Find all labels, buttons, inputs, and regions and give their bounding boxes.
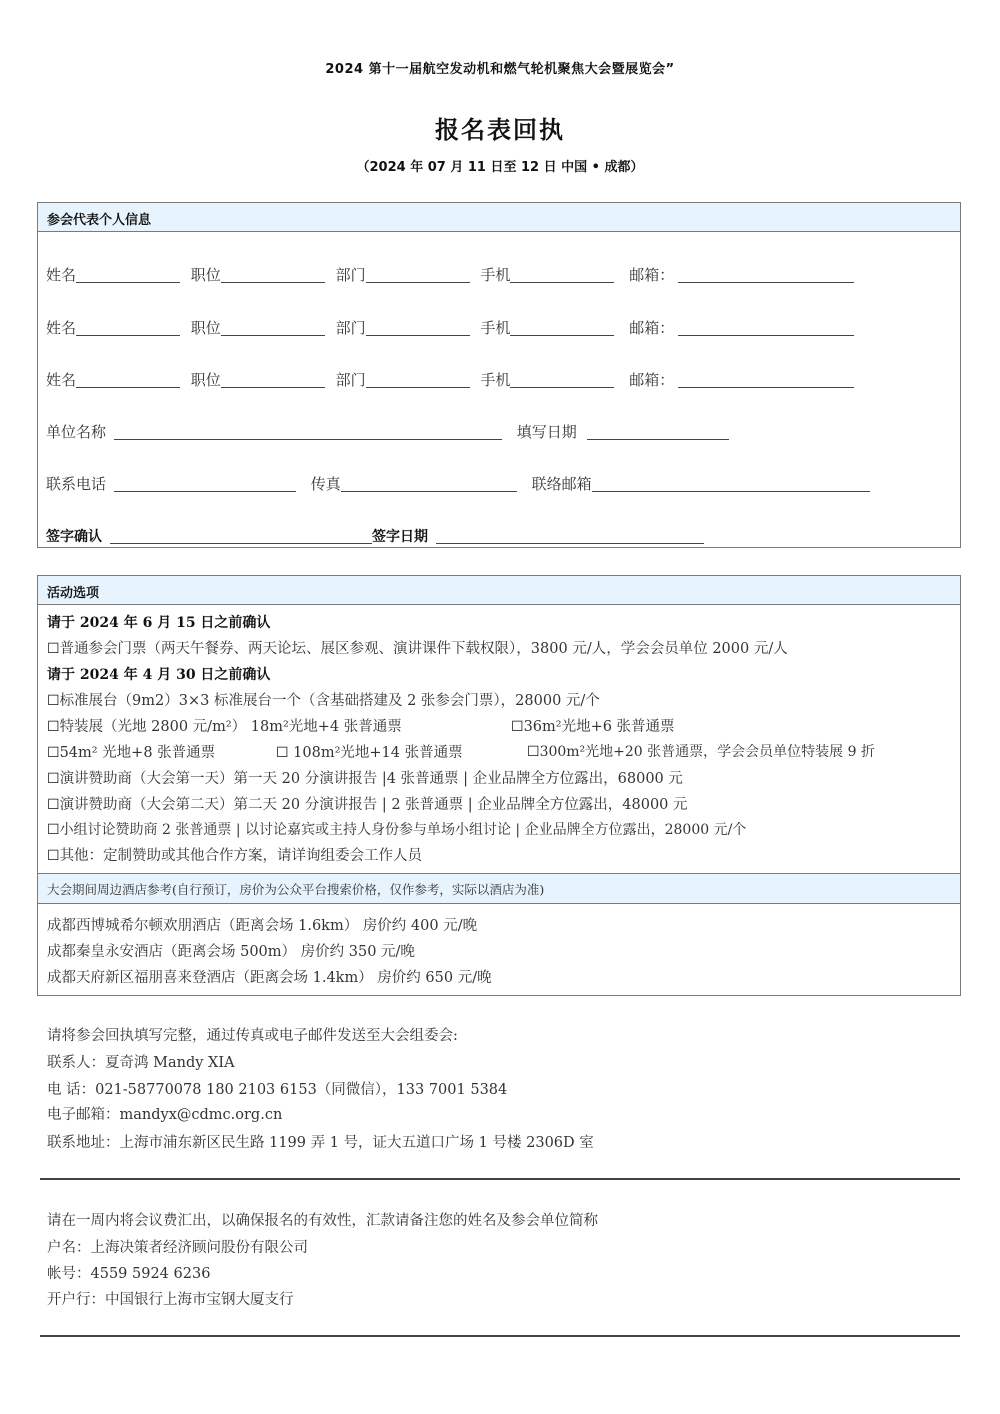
mobile-field[interactable] xyxy=(510,267,614,283)
payment-instruction: 请在一周内将会议费汇出，以确保报名的有效性，汇款请备注您的姓名及参会单位简称 xyxy=(47,1213,598,1229)
signature-date-field[interactable] xyxy=(436,528,704,544)
name-label: 姓名 xyxy=(46,266,77,284)
department-field[interactable] xyxy=(366,267,470,283)
checkbox-icon[interactable]: ☐ xyxy=(47,693,60,709)
option-item[interactable] xyxy=(47,741,215,762)
attendee-row xyxy=(46,317,854,338)
option-item[interactable] xyxy=(47,689,600,710)
signature-field[interactable] xyxy=(110,528,372,544)
contact-instruction: 请将参会回执填写完整，通过传真或电子邮件发送至大会组委会: xyxy=(47,1028,458,1044)
option-label: 特装展（光地 2800 元/m²） 18m²光地+4 张普通票 xyxy=(59,719,402,735)
fill-date-label: 填写日期 xyxy=(516,423,577,441)
checkbox-icon[interactable]: ☐ xyxy=(47,848,60,864)
deadline-notice: 请于 2024 年 4 月 30 日之前确认 xyxy=(47,667,271,683)
contact-phone: 电 话：021-58770078 180 2103 6153（同微信），133 7001 5384 xyxy=(47,1082,508,1098)
personal-info-title: 参会代表个人信息 xyxy=(47,213,152,228)
account-name: 户名：上海决策者经济顾问股份有限公司 xyxy=(47,1240,308,1256)
position-label: 职位 xyxy=(190,319,221,337)
fax-field[interactable] xyxy=(341,476,517,492)
position-label: 职位 xyxy=(190,371,221,389)
option-item[interactable] xyxy=(47,844,422,865)
contact-email-field[interactable] xyxy=(592,476,870,492)
date-location: （2024 年 07 月 11 日至 12 日 中国 • 成都） xyxy=(356,160,644,175)
name-field[interactable] xyxy=(76,320,180,336)
activities-title: 活动选项 xyxy=(47,586,100,601)
document-subtitle: 报名表回执 xyxy=(435,116,565,144)
activities-header xyxy=(38,576,960,605)
checkbox-icon[interactable]: ☐ xyxy=(47,719,60,735)
mobile-label: 手机 xyxy=(480,371,511,389)
fax-label: 传真 xyxy=(310,475,341,493)
position-label: 职位 xyxy=(190,266,221,284)
signature-label: 签字确认 xyxy=(46,529,102,545)
hotel-item: 成都西博城希尔顿欢朋酒店（距离会场 1.6km） 房价约 400 元/晚 xyxy=(47,918,478,934)
option-item[interactable] xyxy=(47,793,688,814)
company-label: 单位名称 xyxy=(46,423,107,441)
email-field[interactable] xyxy=(678,320,854,336)
option-item[interactable] xyxy=(527,741,875,761)
personal-info-section xyxy=(37,202,961,548)
name-field[interactable] xyxy=(76,372,180,388)
hotel-item: 成都秦皇永安酒店（距离会场 500m） 房价约 350 元/晚 xyxy=(47,944,415,960)
email-field[interactable] xyxy=(678,267,854,283)
department-label: 部门 xyxy=(335,319,366,337)
contact-address: 联系地址：上海市浦东新区民生路 1199 弄 1 号，证大五道口广场 1 号楼 2306D 室 xyxy=(47,1135,594,1151)
checkbox-icon[interactable]: ☐ xyxy=(276,745,289,761)
email-label: 邮箱： xyxy=(629,319,675,337)
checkbox-icon[interactable]: ☐ xyxy=(47,771,60,787)
option-item[interactable] xyxy=(47,767,683,788)
company-field[interactable] xyxy=(114,424,502,440)
name-label: 姓名 xyxy=(46,319,77,337)
position-field[interactable] xyxy=(221,372,325,388)
checkbox-icon[interactable]: ☐ xyxy=(511,719,524,735)
separator-line xyxy=(40,1335,960,1337)
option-item[interactable] xyxy=(276,741,463,762)
contact-email: 电子邮箱：mandyx@cdmc.org.cn xyxy=(47,1107,283,1123)
option-label: 54m² 光地+8 张普通票 xyxy=(59,745,216,761)
email-label: 邮箱： xyxy=(629,371,675,389)
option-label: 演讲赞助商（大会第一天）第一天 20 分演讲报告 |4 张普通票 | 企业品牌全方位露出，68000 元 xyxy=(59,771,683,787)
separator-line xyxy=(40,1178,960,1180)
checkbox-icon[interactable]: ☐ xyxy=(47,822,60,838)
name-label: 姓名 xyxy=(46,371,77,389)
phone-field[interactable] xyxy=(114,476,296,492)
fill-date-field[interactable] xyxy=(587,424,729,440)
option-label: 普通参会门票（两天午餐券、两天论坛、展区参观、演讲课件下载权限），3800 元/人，学会会员单位 2000 元/人 xyxy=(59,641,788,657)
company-row xyxy=(46,421,729,442)
deadline-notice: 请于 2024 年 6 月 15 日之前确认 xyxy=(47,615,271,631)
department-label: 部门 xyxy=(335,266,366,284)
attendee-row xyxy=(46,264,854,285)
hotel-header xyxy=(38,873,960,904)
option-label: 300m²光地+20 张普通票，学会会员单位特装展 9 折 xyxy=(539,744,875,760)
activities-section xyxy=(37,575,961,996)
hotel-header-text: 大会期间周边酒店参考(自行预订，房价为公众平台搜索价格，仅作参考，实际以酒店为准) xyxy=(47,882,545,897)
department-field[interactable] xyxy=(366,320,470,336)
option-label: 108m²光地+14 张普通票 xyxy=(288,745,463,761)
personal-info-header xyxy=(38,203,960,232)
document-title: 2024 第十一届航空发动机和燃气轮机聚焦大会暨展览会” xyxy=(325,62,675,77)
email-label: 邮箱： xyxy=(629,266,675,284)
position-field[interactable] xyxy=(221,320,325,336)
mobile-label: 手机 xyxy=(480,266,511,284)
option-item[interactable] xyxy=(47,715,402,736)
checkbox-icon[interactable]: ☐ xyxy=(527,744,540,760)
mobile-field[interactable] xyxy=(510,320,614,336)
mobile-field[interactable] xyxy=(510,372,614,388)
option-label: 36m²光地+6 张普通票 xyxy=(523,719,675,735)
contact-person: 联系人：夏奇鸿 Mandy XIA xyxy=(47,1055,235,1071)
checkbox-icon[interactable]: ☐ xyxy=(47,797,60,813)
contact-email-label: 联络邮箱 xyxy=(531,475,592,493)
option-label: 演讲赞助商（大会第二天）第二天 20 分演讲报告 | 2 张普通票 | 企业品牌全方位露出，48000 元 xyxy=(59,797,688,813)
option-item[interactable] xyxy=(47,637,788,658)
option-item[interactable] xyxy=(47,819,746,839)
option-item[interactable] xyxy=(511,715,675,736)
mobile-label: 手机 xyxy=(480,319,511,337)
option-label: 其他：定制赞助或其他合作方案，请详询组委会工作人员 xyxy=(59,848,423,864)
signature-row xyxy=(46,526,704,546)
attendee-row xyxy=(46,369,854,390)
option-label: 标准展台（9m2）3×3 标准展台一个（含基础搭建及 2 张参会门票），28000 元/个 xyxy=(59,693,600,709)
email-field[interactable] xyxy=(678,372,854,388)
position-field[interactable] xyxy=(221,267,325,283)
checkbox-icon[interactable]: ☐ xyxy=(47,641,60,657)
hotel-item: 成都天府新区福朋喜来登酒店（距离会场 1.4km） 房价约 650 元/晚 xyxy=(47,970,492,986)
phone-label: 联系电话 xyxy=(46,475,107,493)
department-field[interactable] xyxy=(366,372,470,388)
option-label: 小组讨论赞助商 2 张普通票 | 以讨论嘉宾或主持人身份参与单场小组讨论 | 企业品牌全方位露出，28000 元/个 xyxy=(59,822,747,838)
contact-row xyxy=(46,473,870,494)
signature-date-label: 签字日期 xyxy=(372,529,428,545)
name-field[interactable] xyxy=(76,267,180,283)
department-label: 部门 xyxy=(335,371,366,389)
account-number: 帐号：4559 5924 6236 xyxy=(47,1266,211,1282)
bank-name: 开户行：中国银行上海市宝钢大厦支行 xyxy=(47,1292,294,1308)
checkbox-icon[interactable]: ☐ xyxy=(47,745,60,761)
